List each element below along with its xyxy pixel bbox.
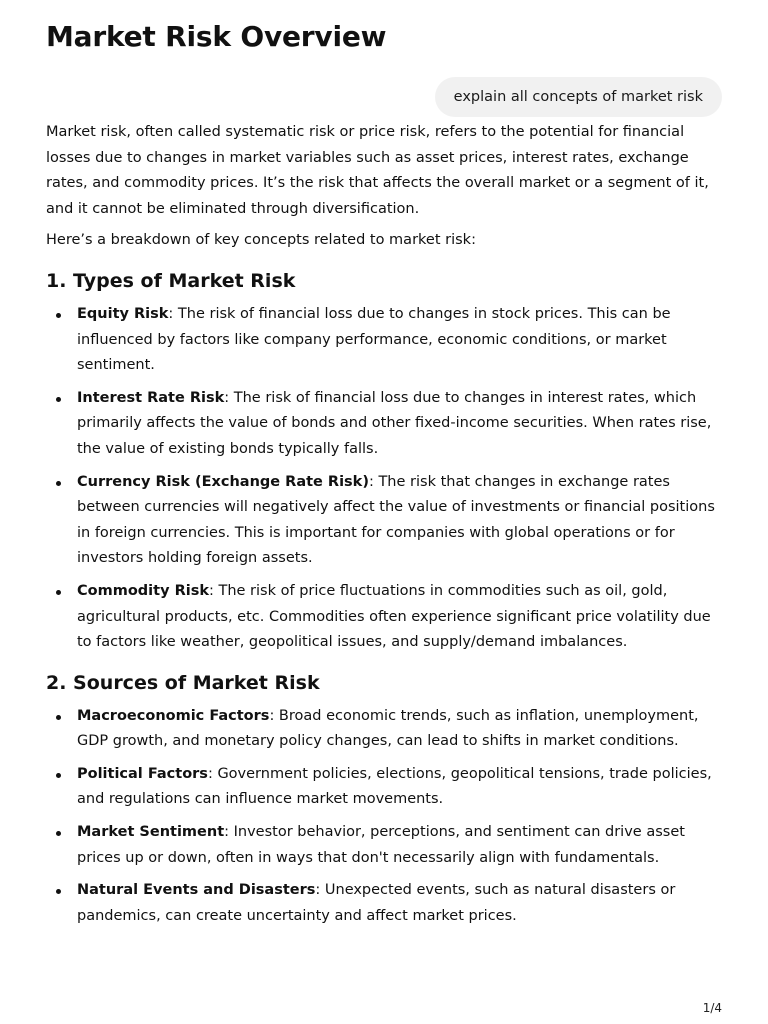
bullet-icon [56, 889, 61, 894]
list-item-term: Equity Risk [77, 305, 169, 322]
user-prompt-bubble: explain all concepts of market risk [435, 77, 722, 117]
list-item-text: : The risk that changes in exchange rates between currencies will negatively affect the value of investments or financial positions in foreign currencies. This is important for companies with global operations or for investors holding foreign assets. [77, 473, 715, 567]
document-body [46, 120, 722, 936]
list-item-text: : Unexpected events, such as natural disasters or pandemics, can create uncertainty and affect market prices. [77, 882, 676, 924]
page-title: Market Risk Overview [46, 20, 387, 53]
page-number: 1/4 [702, 1001, 722, 1015]
list-item-text: : The risk of financial loss due to changes in interest rates, which primarily affects the value of bonds and other fixed-income securities. When rates rise, the value of existing bonds typically falls. [77, 389, 712, 457]
section-sources-of-market-risk [46, 670, 722, 930]
list-item [46, 302, 722, 379]
list-item [46, 470, 722, 572]
list-item [46, 386, 722, 463]
section-heading: 2. Sources of Market Risk [46, 671, 320, 694]
bullet-icon [56, 773, 61, 778]
section-heading: 1. Types of Market Risk [46, 269, 296, 292]
bullet-icon [56, 481, 61, 486]
list-item-term: Political Factors [77, 765, 208, 782]
list-item [46, 820, 722, 871]
bullet-icon [56, 590, 61, 595]
list-item-text: : Government policies, elections, geopolitical tensions, trade policies, and regulations can influence market movements. [77, 765, 712, 808]
bullet-list [46, 302, 722, 656]
list-item-text: : The risk of financial loss due to changes in stock prices. This can be influenced by factors like company performance, economic conditions, or market sentiment. [77, 305, 671, 374]
bullet-list [46, 704, 722, 930]
list-item [46, 878, 722, 929]
list-item-term: Natural Events and Disasters [77, 882, 316, 899]
bullet-icon [56, 397, 61, 402]
list-item-term: Market Sentiment [77, 824, 225, 841]
bullet-icon [56, 715, 61, 720]
list-item-term: Macroeconomic Factors [77, 707, 270, 724]
list-item-text: : Investor behavior, perceptions, and sentiment can drive asset prices up or down, often in ways that don't necessarily align with fundamentals. [77, 824, 685, 866]
breakdown-paragraph: Here’s a breakdown of key concepts related to market risk: [46, 232, 476, 249]
list-item [46, 704, 722, 755]
list-item-term: Interest Rate Risk [77, 389, 225, 406]
list-item [46, 762, 722, 813]
list-item [46, 579, 722, 656]
bullet-icon [56, 313, 61, 318]
section-types-of-market-risk [46, 268, 722, 656]
list-item-text: : Broad economic trends, such as inflation, unemployment, GDP growth, and monetary policy changes, can lead to shifts in market conditions. [77, 707, 699, 750]
bullet-icon [56, 831, 61, 836]
intro-paragraph: Market risk, often called systematic risk or price risk, refers to the potential for financial losses due to changes in market variables such as asset prices, interest rates, exchange rates, and commodity prices. It’s the risk that affects the overall market or a segment of it, and it cannot be eliminated through diversification. [46, 124, 709, 217]
list-item-term: Currency Risk (Exchange Rate Risk) [77, 473, 369, 490]
list-item-term: Commodity Risk [77, 582, 209, 599]
list-item-text: : The risk of price fluctuations in commodities such as oil, gold, agricultural products, etc. Commodities often experience significant price volatility due to factors like weather, geopolitical issues, and supply/demand imbalances. [77, 582, 711, 651]
